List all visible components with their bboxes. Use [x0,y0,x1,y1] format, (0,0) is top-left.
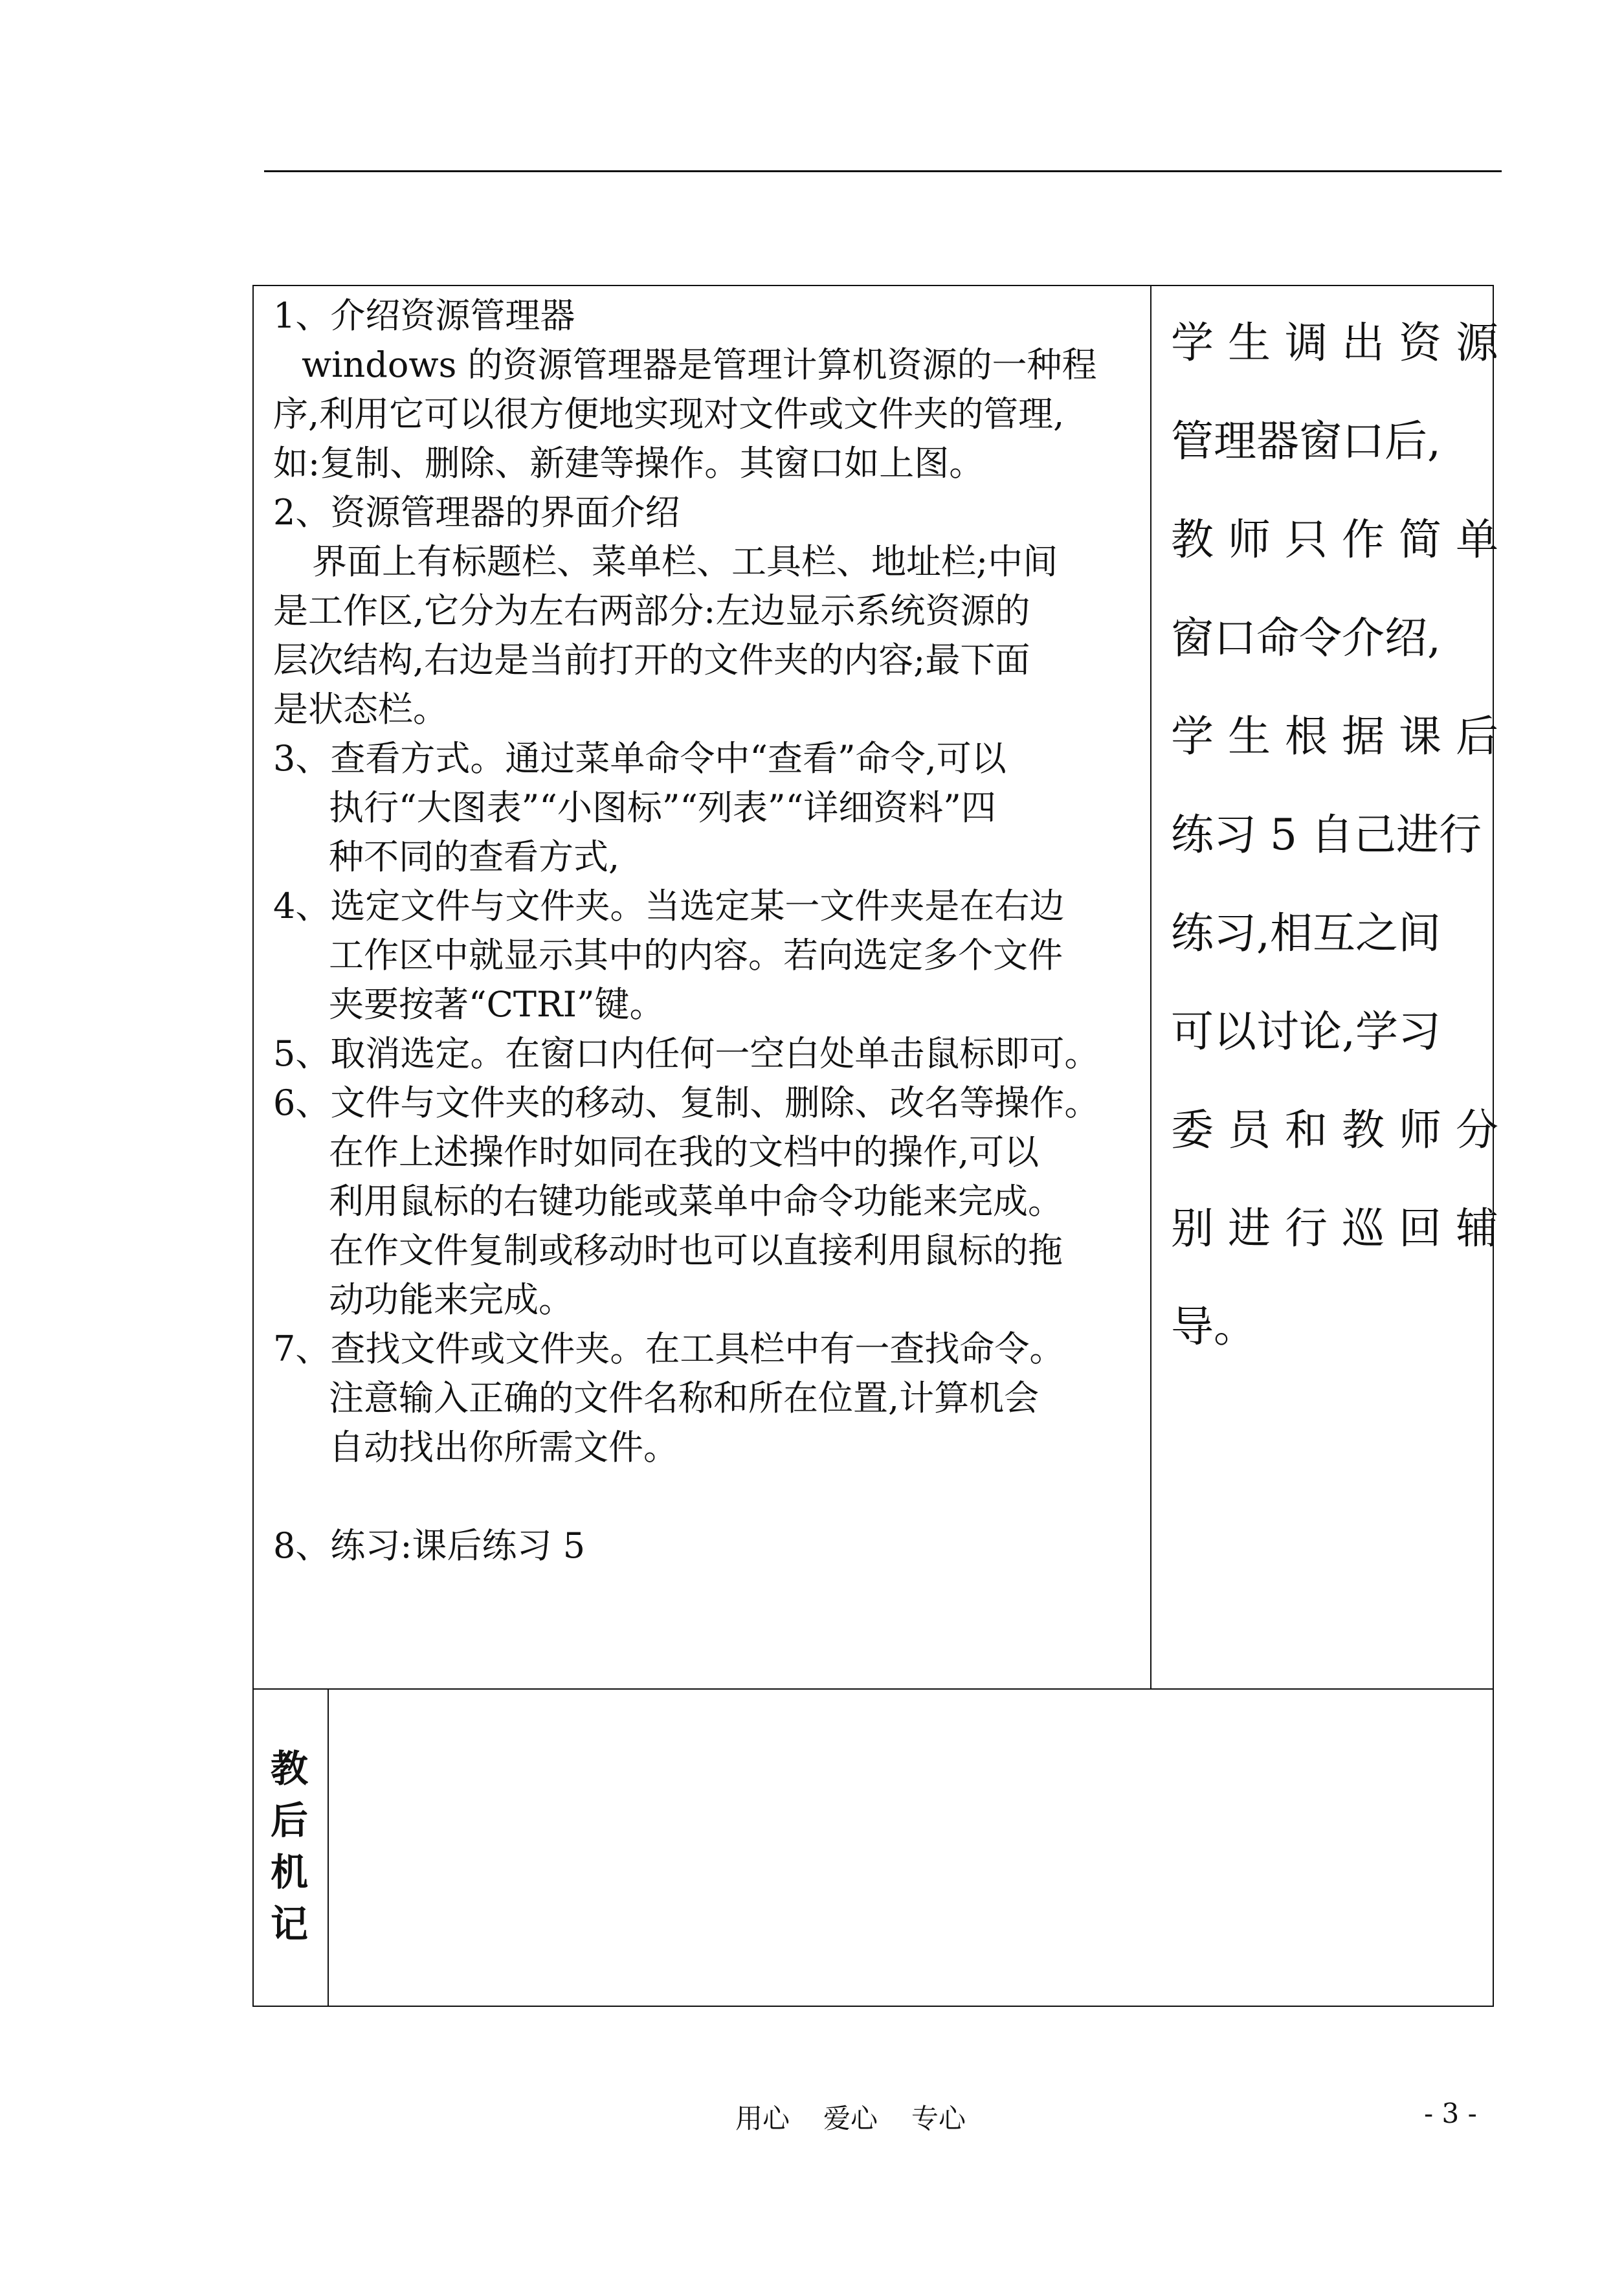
header-rule [264,170,1502,172]
activity-line: 别进行巡回辅 [1171,1203,1513,1253]
page-number: - 3 - [1424,2097,1477,2129]
teaching-content [273,291,1140,1571]
label-char: 教 [271,1747,309,1791]
content-line: 7、查找文件或文件夹。在工具栏中有一查找命令。 [273,1328,1065,1369]
content-line: 4、选定文件与文件夹。当选定某一文件夹是在右边 [273,886,1065,926]
content-line: 8、练习:课后练习 5 [273,1525,586,1566]
post-lesson-notes-cell [329,1688,1493,2006]
activity-line: 练习 5 自己进行 [1171,810,1482,860]
content-line: 在作上述操作时如同在我的文档中的操作,可以 [329,1132,1040,1172]
content-line: 自动找出你所需文件。 [329,1427,678,1468]
content-line: 层次结构,右边是当前打开的文件夹的内容;最下面 [273,640,1030,680]
content-line: 在作文件复制或移动时也可以直接利用鼠标的拖 [329,1230,1063,1271]
content-line: 动功能来完成。 [329,1279,573,1320]
content-line: 6、文件与文件夹的移动、复制、删除、改名等操作。 [273,1082,1100,1123]
label-char: 机 [271,1850,309,1894]
activity-line: 学生调出资源 [1171,318,1513,368]
activity-line: 管理器窗口后, [1171,416,1441,466]
activity-line: 窗口命令介绍, [1171,613,1441,663]
content-line: 界面上有标题栏、菜单栏、工具栏、地址栏;中间 [312,541,1058,582]
label-char: 记 [271,1902,309,1946]
activity-line: 教师只作简单 [1171,515,1513,565]
student-activity [1171,294,1513,1376]
content-line: 利用鼠标的右键功能或菜单中命令功能来完成。 [329,1181,1063,1222]
post-lesson-notes-label-cell [254,1688,329,2006]
activity-line: 委员和教师分 [1171,1105,1513,1155]
content-line: 5、取消选定。在窗口内任何一空白处单击鼠标即可。 [273,1033,1100,1074]
footer-motto-word: 专心 [911,2103,966,2134]
label-char: 后 [271,1798,309,1842]
footer-motto [735,2097,999,2136]
activity-line: 练习,相互之间 [1171,908,1441,958]
activity-line: 学生根据课后 [1171,711,1513,761]
content-line: 工作区中就显示其中的内容。若向选定多个文件 [329,935,1063,976]
content-line: 3、查看方式。通过菜单命令中“查看”命令,可以 [273,738,1007,779]
activity-line: 导。 [1171,1302,1256,1352]
lesson-table [252,285,1513,2007]
content-line: 夹要按著“CTRI”键。 [329,984,665,1025]
content-line: 是状态栏。 [273,689,448,730]
content-line: 1、介绍资源管理器 [273,295,575,336]
student-activity-cell [1151,286,1513,1690]
teaching-content-cell [254,286,1151,1690]
content-line: 是工作区,它分为左右两部分:左边显示系统资源的 [273,590,1030,631]
content-line: 2、资源管理器的界面介绍 [273,492,680,533]
post-lesson-notes-label [271,1743,316,1950]
content-line: windows 的资源管理器是管理计算机资源的一种程 [302,344,1097,385]
footer-motto-word: 爱心 [823,2103,878,2134]
activity-line: 可以讨论,学习 [1171,1007,1441,1057]
content-line: 注意输入正确的文件名称和所在位置,计算机会 [329,1378,1040,1418]
content-line: 种不同的查看方式, [329,836,620,877]
footer-motto-word: 用心 [735,2103,790,2134]
content-line: 序,利用它可以很方便地实现对文件或文件夹的管理, [273,394,1065,434]
content-line: 执行“大图表”“小图标”“列表”“详细资料”四 [329,787,996,828]
blank-line [273,1472,1140,1521]
content-line: 如:复制、删除、新建等操作。其窗口如上图。 [273,443,984,484]
